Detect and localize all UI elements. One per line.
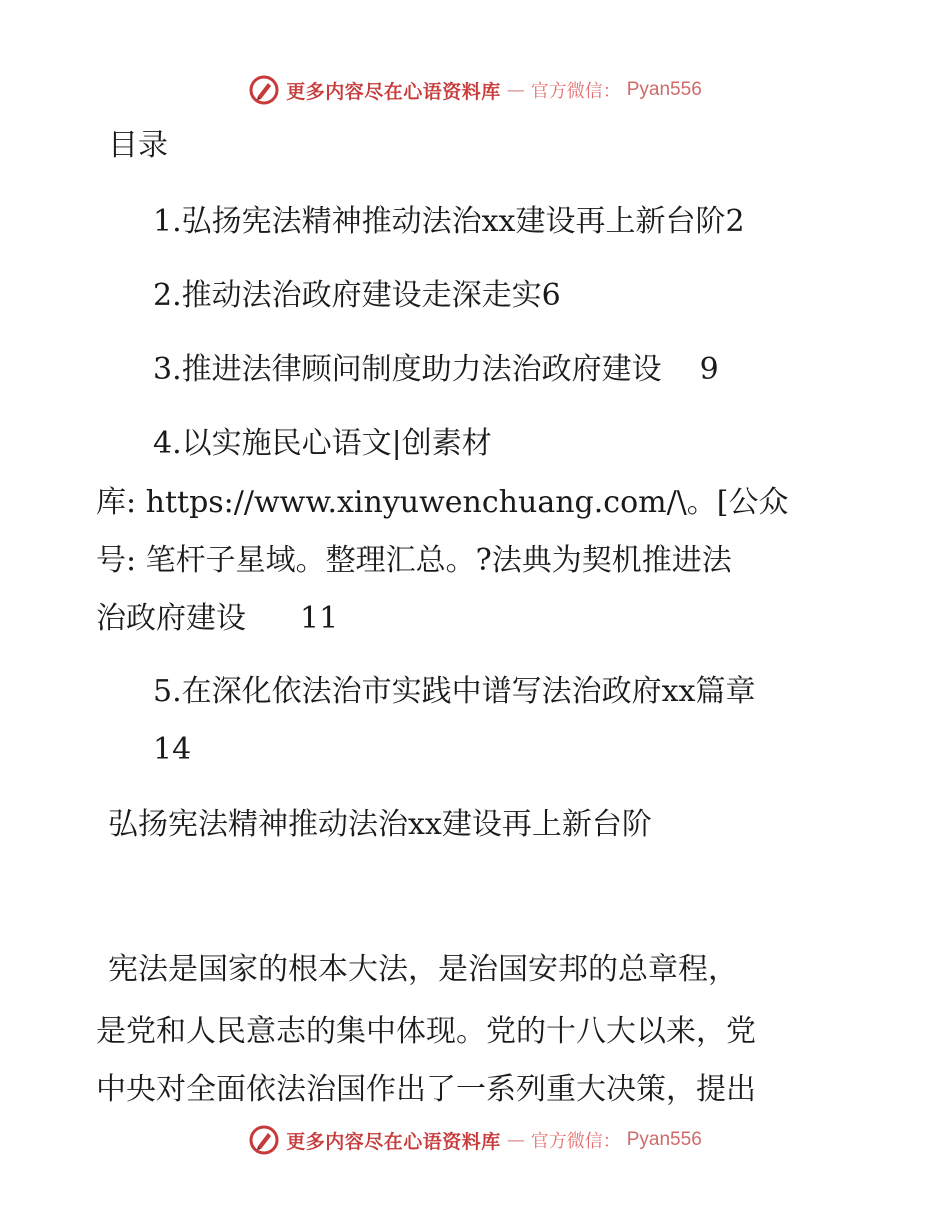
toc-item-label: 3.推进法律顾问制度助力法治政府建设	[153, 352, 662, 387]
toc-item-4-line-2[interactable]: 库: https://www.xinyuwenchuang.com/\。[公众	[96, 485, 789, 520]
banner-separator: —	[506, 79, 525, 101]
toc-item-3[interactable]	[153, 350, 719, 390]
toc-item-4-line-4[interactable]	[96, 599, 338, 639]
banner-wechat-id: Pyan556	[626, 1129, 702, 1150]
paragraph-line: 是党和人民意志的集中体现。党的十八大以来，党	[96, 1014, 756, 1049]
paragraph-line: 中央对全面依法治国作出了一系列重大决策，提出	[96, 1072, 756, 1107]
article-heading: 弘扬宪法精神推动法治xx建设再上新台阶	[108, 807, 652, 842]
pen-circle-logo-icon	[248, 74, 280, 106]
banner-text: 更多内容尽在心语资料库	[286, 1130, 501, 1153]
toc-item-page: 6	[541, 278, 561, 313]
toc-item-2[interactable]	[153, 276, 561, 316]
header-banner	[0, 70, 950, 110]
footer-banner	[0, 1120, 950, 1160]
pen-circle-logo-icon	[248, 1124, 280, 1156]
toc-item-4-line-1[interactable]: 4.以实施民心语文|创素材	[153, 426, 492, 461]
banner-wechat-label: 官方微信：	[530, 1131, 621, 1152]
banner-wechat-id: Pyan556	[626, 79, 702, 100]
toc-title: 目录	[108, 128, 168, 163]
toc-item-label: 2.推动法治政府建设走深走实	[153, 278, 542, 313]
toc-item-label: 治政府建设	[96, 601, 246, 636]
toc-item-page: 11	[300, 601, 339, 636]
banner-separator: —	[506, 1129, 525, 1151]
banner-text: 更多内容尽在心语资料库	[286, 80, 501, 103]
toc-item-1[interactable]	[153, 202, 745, 242]
banner-wechat-label: 官方微信：	[530, 81, 621, 102]
paragraph-line: 宪法是国家的根本大法，是治国安邦的总章程，	[108, 952, 738, 987]
toc-item-5[interactable]: 5.在深化依法治市实践中谱写法治政府xx篇章	[153, 674, 756, 709]
toc-item-label: 1.弘扬宪法精神推动法治xx建设再上新台阶	[153, 204, 726, 239]
toc-item-page: 9	[699, 352, 719, 387]
toc-item-4-line-3[interactable]: 号: 笔杆子星域。整理汇总。?法典为契机推进法	[96, 543, 732, 578]
toc-item-page: 2	[725, 204, 745, 239]
toc-item-5-page: 14	[153, 732, 192, 767]
